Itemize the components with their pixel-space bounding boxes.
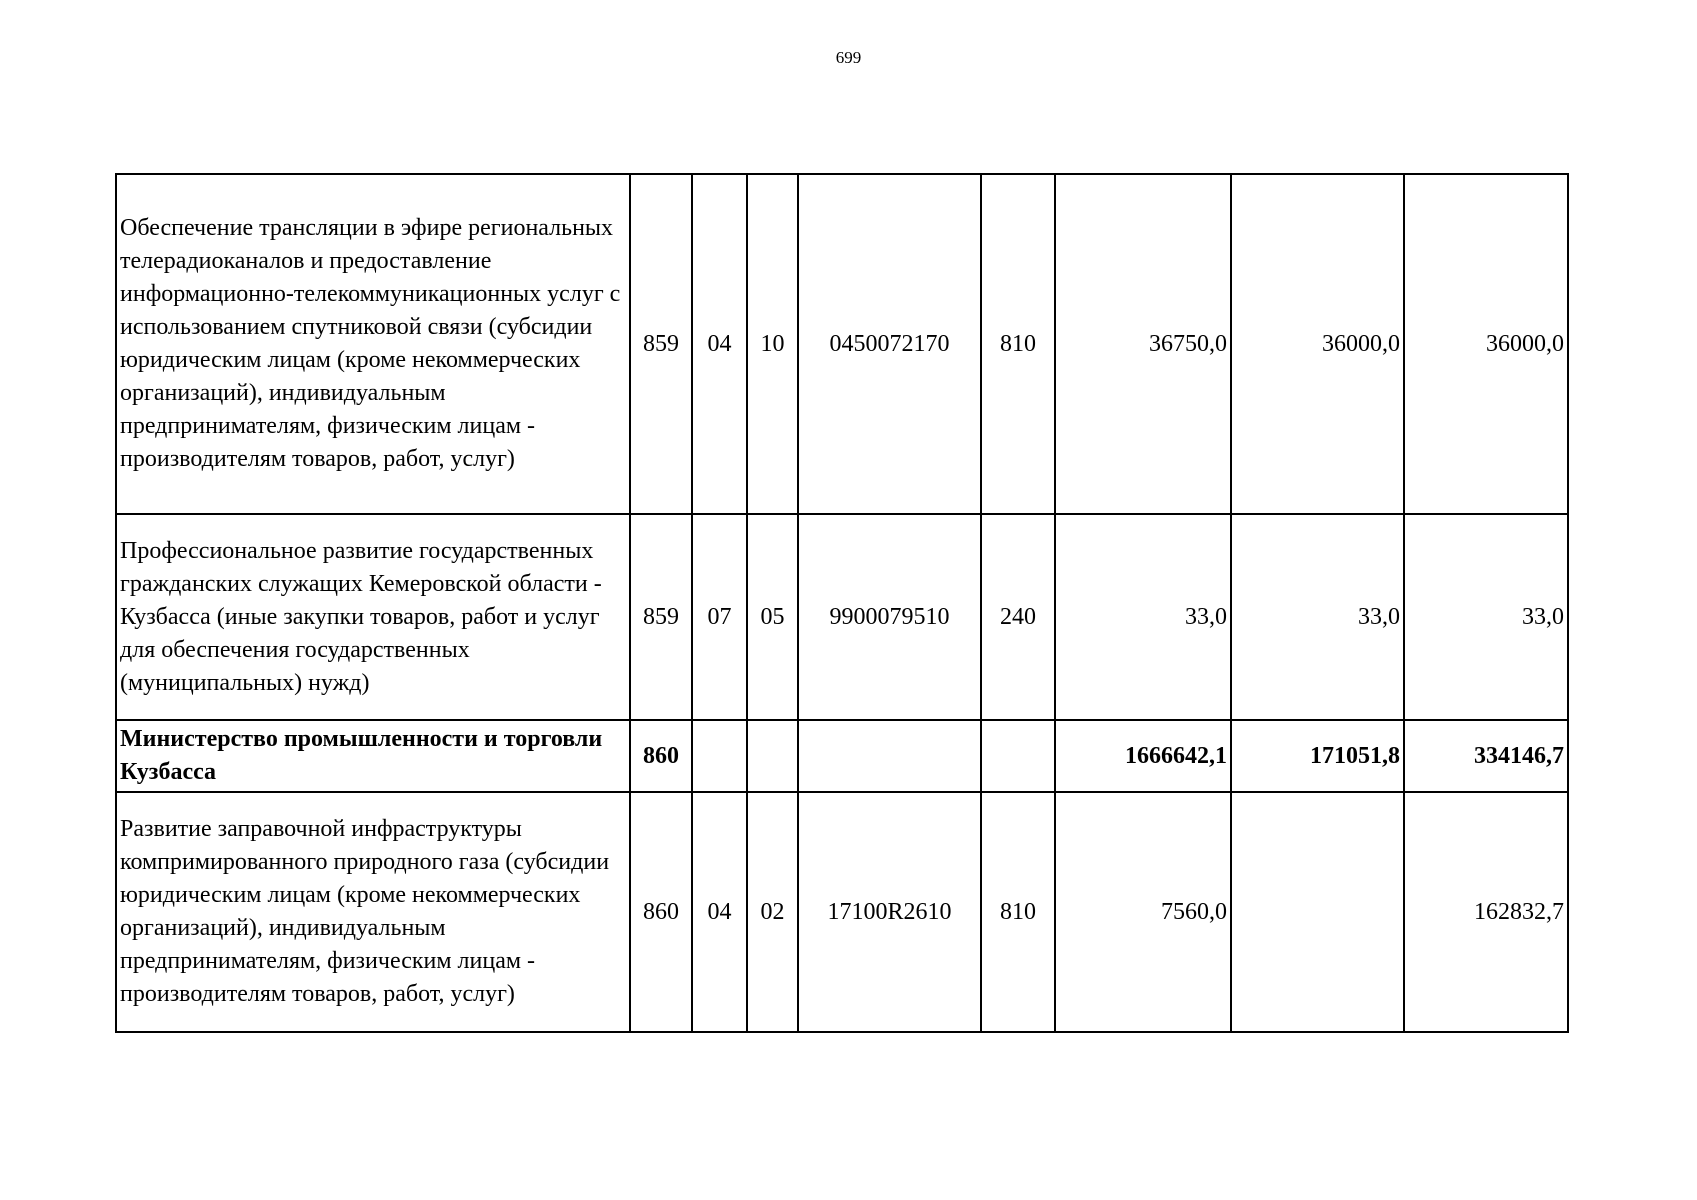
- page-number: 699: [835, 48, 862, 67]
- row-name-cell: Профессиональное развитие государственных гражданских служащих Кемеровской области - Кузбасса (иные закупки товаров, работ и услуг для обеспечения государственных (муниципальных) нужд): [116, 514, 630, 720]
- amount-1-cell: 7560,0: [1055, 792, 1231, 1032]
- subsection-code-cell: 05: [747, 514, 798, 720]
- row-name-cell: Обеспечение трансляции в эфире региональных телерадиоканалов и предоставление информационно-телекоммуникационных услуг с использованием спутниковой связи (субсидии юридическим лицам (кроме некоммерческих организаций), индивидуальным предпринимателям, физическим лицам - производителям товаров, работ, услуг): [116, 174, 630, 514]
- table-row: [116, 174, 1568, 514]
- target-article-cell: [798, 720, 981, 792]
- expense-type-cell: 810: [981, 174, 1055, 514]
- table-row: [116, 720, 1568, 792]
- subsection-code-cell: 02: [747, 792, 798, 1032]
- section-code-cell: 07: [692, 514, 747, 720]
- subsection-code-cell: [747, 720, 798, 792]
- ministry-code-cell: 860: [630, 792, 692, 1032]
- section-code-cell: [692, 720, 747, 792]
- table-row: [116, 514, 1568, 720]
- ministry-code-cell: 859: [630, 174, 692, 514]
- amount-2-cell: 171051,8: [1231, 720, 1404, 792]
- amount-2-cell: 36000,0: [1231, 174, 1404, 514]
- row-name-cell: Развитие заправочной инфраструктуры компримированного природного газа (субсидии юридическим лицам (кроме некоммерческих организаций), индивидуальным предпринимателям, физическим лицам - производителям товаров, работ, услуг): [116, 792, 630, 1032]
- amount-2-cell: 33,0: [1231, 514, 1404, 720]
- row-name-cell: Министерство промышленности и торговли Кузбасса: [116, 720, 630, 792]
- target-article-cell: 17100R2610: [798, 792, 981, 1032]
- amount-2-cell: [1231, 792, 1404, 1032]
- amount-1-cell: 36750,0: [1055, 174, 1231, 514]
- table-row: [116, 792, 1568, 1032]
- amount-1-cell: 33,0: [1055, 514, 1231, 720]
- ministry-code-cell: 859: [630, 514, 692, 720]
- amount-3-cell: 334146,7: [1404, 720, 1568, 792]
- amount-3-cell: 33,0: [1404, 514, 1568, 720]
- subsection-code-cell: 10: [747, 174, 798, 514]
- ministry-code-cell: 860: [630, 720, 692, 792]
- expense-type-cell: 810: [981, 792, 1055, 1032]
- expense-type-cell: [981, 720, 1055, 792]
- section-code-cell: 04: [692, 174, 747, 514]
- section-code-cell: 04: [692, 792, 747, 1032]
- amount-3-cell: 162832,7: [1404, 792, 1568, 1032]
- expense-type-cell: 240: [981, 514, 1055, 720]
- amount-3-cell: 36000,0: [1404, 174, 1568, 514]
- target-article-cell: 9900079510: [798, 514, 981, 720]
- amount-1-cell: 1666642,1: [1055, 720, 1231, 792]
- target-article-cell: 0450072170: [798, 174, 981, 514]
- budget-table: [115, 173, 1569, 1033]
